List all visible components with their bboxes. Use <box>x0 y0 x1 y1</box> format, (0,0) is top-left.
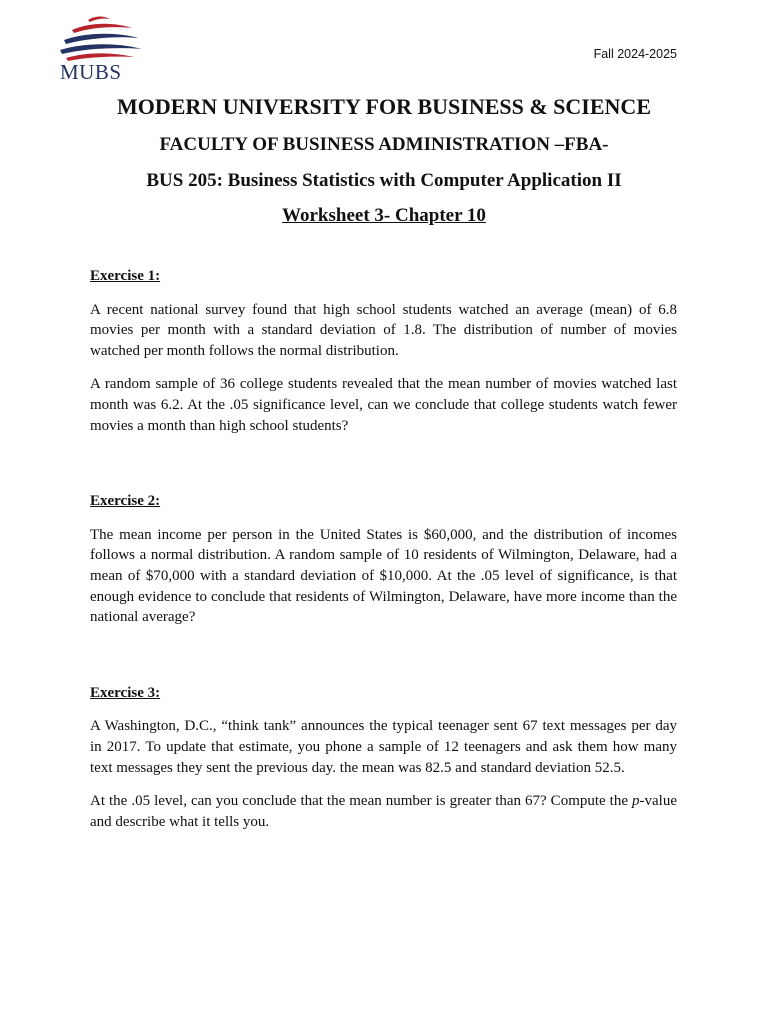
exercise-1 <box>90 266 677 436</box>
faculty-title: FACULTY OF BUSINESS ADMINISTRATION –FBA- <box>159 134 609 155</box>
mubs-logo <box>56 14 148 86</box>
exercise-2 <box>90 491 677 628</box>
logo-wordmark: MUBS <box>60 60 122 84</box>
exercises-body <box>90 266 677 845</box>
exercise-paragraph: The mean income per person in the United States is $60,000, and the distribution of incomes follows a normal distribution. A random sample of 10 residents of Wilmington, Delaware, had a mean of $70,000 with a standard deviation of $10,000. At the .05 level of significance, is that enough evidence to conclude that residents of Wilmington, Delaware, have more income than the national average? <box>90 526 677 626</box>
semester-label: Fall 2024-2025 <box>593 47 677 61</box>
exercise-paragraph-final <box>90 791 677 832</box>
italic-p: p <box>632 793 640 810</box>
worksheet-title: Worksheet 3- Chapter 10 <box>282 205 486 226</box>
university-title: MODERN UNIVERSITY FOR BUSINESS & SCIENCE <box>116 94 651 119</box>
mubs-swoosh-icon <box>56 14 148 64</box>
text-segment: -value and describe what it tells you. <box>90 793 677 830</box>
text-segment: At the .05 level, can you conclude that the mean number is greater than 67? Compute the <box>90 793 633 810</box>
exercise-heading: Exercise 1: <box>90 268 161 284</box>
exercise-paragraph: A recent national survey found that high school students watched an average (mean) of 6.8 movies per month with a standard deviation of 1.8. The distribution of number of movies watched per month follows the normal distribution. <box>90 301 677 359</box>
course-title: BUS 205: Business Statistics with Computer Application II <box>146 170 622 191</box>
exercise-paragraph: A Washington, D.C., “think tank” announces the typical teenager sent 67 text messages per day in 2017. To update that estimate, you phone a sample of 12 teenagers and ask them how many text messages they sent the previous day. the mean was 82.5 and standard deviation 52.5. <box>90 718 677 776</box>
exercise-paragraph: A random sample of 36 college students revealed that the mean number of movies watched last month was 6.2. At the .05 significance level, can we conclude that college students watch fewer movies a month than high school students? <box>90 376 677 434</box>
exercise-heading: Exercise 3: <box>90 684 161 701</box>
exercise-heading: Exercise 2: <box>90 493 161 510</box>
exercise-3 <box>90 683 677 833</box>
